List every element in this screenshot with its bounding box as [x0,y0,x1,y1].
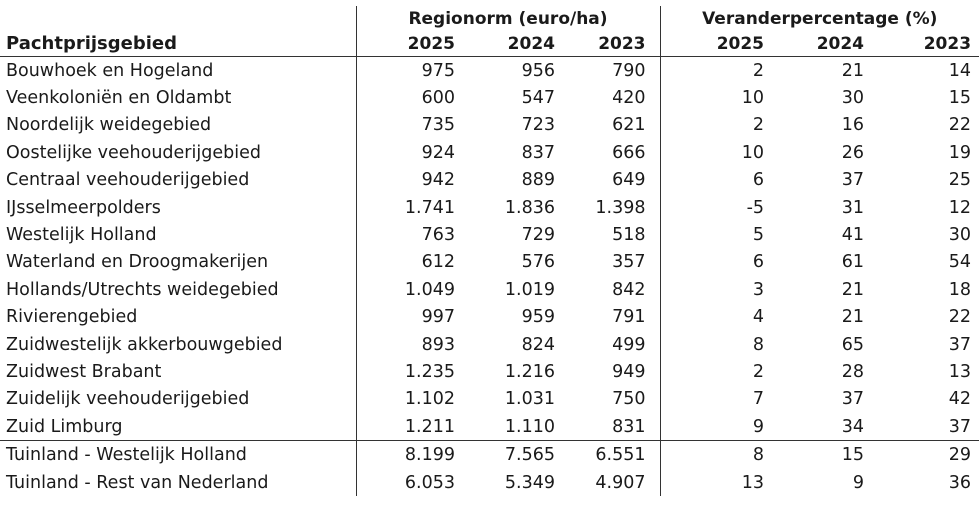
value-cell: 791 [612,307,646,328]
value-cell: 959 [521,307,555,328]
header-year: 2023 [563,31,660,57]
value-cell: 831 [612,416,646,437]
table-row [0,358,979,385]
header-year: 2024 [772,31,872,57]
value-cell: 26 [841,142,865,163]
value-cell: 2 [660,57,772,85]
value-cell: 7.565 [463,441,563,469]
value-cell: 25 [948,170,972,191]
value-cell: 29 [872,441,979,469]
value-cell: 518 [612,225,646,246]
table-row [0,112,979,139]
area-name: Waterland en Droogmakerijen [6,252,269,273]
value-cell: 6 [660,167,772,194]
value-cell: 956 [521,60,555,81]
value-cell: 6.551 [563,441,660,469]
value-cell: 6 [660,249,772,276]
value-cell: 649 [612,170,646,191]
header-pachtprijsgebied: Pachtprijsgebied [0,31,356,57]
value-cell: 30 [948,225,972,246]
area-name: Tuinland - Westelijk Holland [0,441,356,469]
header-year: 2025 [660,31,772,57]
value-cell: 36 [948,472,972,493]
area-name: Oostelijke veehouderijgebied [6,142,261,163]
value-cell: 1.031 [504,389,555,410]
value-cell: 1.216 [504,361,555,382]
value-cell: 1.019 [504,279,555,300]
value-cell: 600 [356,84,463,111]
header-year: 2025 [356,31,463,57]
area-name: Hollands/Utrechts weidegebied [6,279,279,300]
value-cell: 1.110 [504,416,555,437]
value-cell: 3 [660,276,772,303]
table-row [0,221,979,248]
value-cell: 9 [660,413,772,441]
value-cell: 842 [612,279,646,300]
value-cell: 37 [948,416,972,437]
value-cell: 942 [356,167,463,194]
value-cell: 30 [841,88,865,109]
table-row [0,304,979,331]
table-row [0,57,979,85]
value-cell: 10 [660,139,772,166]
value-cell: 735 [356,112,463,139]
value-cell: 34 [841,416,865,437]
table-row [0,469,979,496]
table-row [0,276,979,303]
value-cell: 14 [948,60,972,81]
value-cell: 1.102 [356,386,463,413]
value-cell: 5.349 [504,472,555,493]
value-cell: 1.398 [595,197,646,218]
table-row [0,413,979,441]
table-row [0,386,979,413]
value-cell: 37 [841,170,865,191]
value-cell: 1.049 [356,276,463,303]
value-cell: 18 [948,279,972,300]
table-body [0,57,979,497]
table-row [0,84,979,111]
value-cell: 21 [841,60,865,81]
value-cell: 19 [948,142,972,163]
value-cell: 61 [841,252,865,273]
value-cell: 1.235 [356,358,463,385]
value-cell: 893 [356,331,463,358]
value-cell: 889 [521,170,555,191]
value-cell: 824 [521,334,555,355]
value-cell: 28 [841,361,865,382]
value-cell: 65 [841,334,865,355]
header-regionorm: Regionorm (euro/ha) [356,6,660,31]
value-cell: 13 [660,469,772,496]
value-cell: 37 [948,334,972,355]
header-empty-cell [0,6,356,31]
value-cell: 22 [948,115,972,136]
table-header [0,6,979,57]
value-cell: 42 [948,389,972,410]
value-cell: 2 [660,112,772,139]
area-name: Bouwhoek en Hogeland [6,60,214,81]
value-cell: 997 [356,304,463,331]
area-name: Zuidwestelijk akkerbouwgebied [6,334,283,355]
table-row [0,139,979,166]
area-name: Zuid Limburg [6,416,123,437]
value-cell: 15 [948,88,972,109]
value-cell: 729 [521,225,555,246]
value-cell: 4.907 [595,472,646,493]
area-name: Rivierengebied [6,307,138,328]
value-cell: 2 [660,358,772,385]
value-cell: 763 [356,221,463,248]
area-name: Noordelijk weidegebied [6,115,212,136]
table-row [0,331,979,358]
value-cell: 1.211 [356,413,463,441]
value-cell: 576 [521,252,555,273]
value-cell: 8 [660,441,772,469]
value-cell: 837 [521,142,555,163]
value-cell: 750 [612,389,646,410]
value-cell: 7 [660,386,772,413]
value-cell: 621 [612,115,646,136]
value-cell: 499 [612,334,646,355]
header-veranderpercentage: Veranderpercentage (%) [660,6,979,31]
table-row [0,441,979,469]
area-name: Zuidwest Brabant [6,361,162,382]
value-cell: 13 [948,361,972,382]
value-cell: 612 [356,249,463,276]
value-cell: 8 [660,331,772,358]
header-group-row [0,6,979,31]
value-cell: 4 [660,304,772,331]
header-year-row [0,31,979,57]
header-year: 2024 [463,31,563,57]
table-row [0,249,979,276]
value-cell: 1.836 [504,197,555,218]
value-cell: 723 [521,115,555,136]
value-cell: 21 [841,307,865,328]
value-cell: 924 [356,139,463,166]
value-cell: 54 [948,252,972,273]
area-name: Centraal veehouderijgebied [6,170,250,191]
value-cell: 37 [841,389,865,410]
value-cell: 790 [612,60,646,81]
value-cell: 16 [841,115,865,136]
value-cell: 10 [660,84,772,111]
area-name: Zuidelijk veehouderijgebied [6,389,250,410]
pachtprijs-table [0,6,979,496]
value-cell: 22 [948,307,972,328]
value-cell: 1.741 [356,194,463,221]
value-cell: 15 [772,441,872,469]
table-row [0,194,979,221]
area-name: Tuinland - Rest van Nederland [6,472,269,493]
value-cell: 547 [521,88,555,109]
value-cell: 21 [841,279,865,300]
value-cell: 31 [841,197,865,218]
area-name: IJsselmeerpolders [6,197,161,218]
value-cell: 949 [612,361,646,382]
value-cell: 420 [612,88,646,109]
value-cell: 5 [660,221,772,248]
value-cell: -5 [660,194,772,221]
area-name: Veenkoloniën en Oldambt [6,88,232,109]
value-cell: 975 [356,57,463,85]
value-cell: 8.199 [356,441,463,469]
value-cell: 666 [612,142,646,163]
value-cell: 9 [852,472,865,493]
value-cell: 41 [841,225,865,246]
table-row [0,167,979,194]
header-year: 2023 [872,31,979,57]
value-cell: 357 [612,252,646,273]
value-cell: 12 [948,197,972,218]
area-name: Westelijk Holland [6,225,157,246]
value-cell: 6.053 [356,469,463,496]
